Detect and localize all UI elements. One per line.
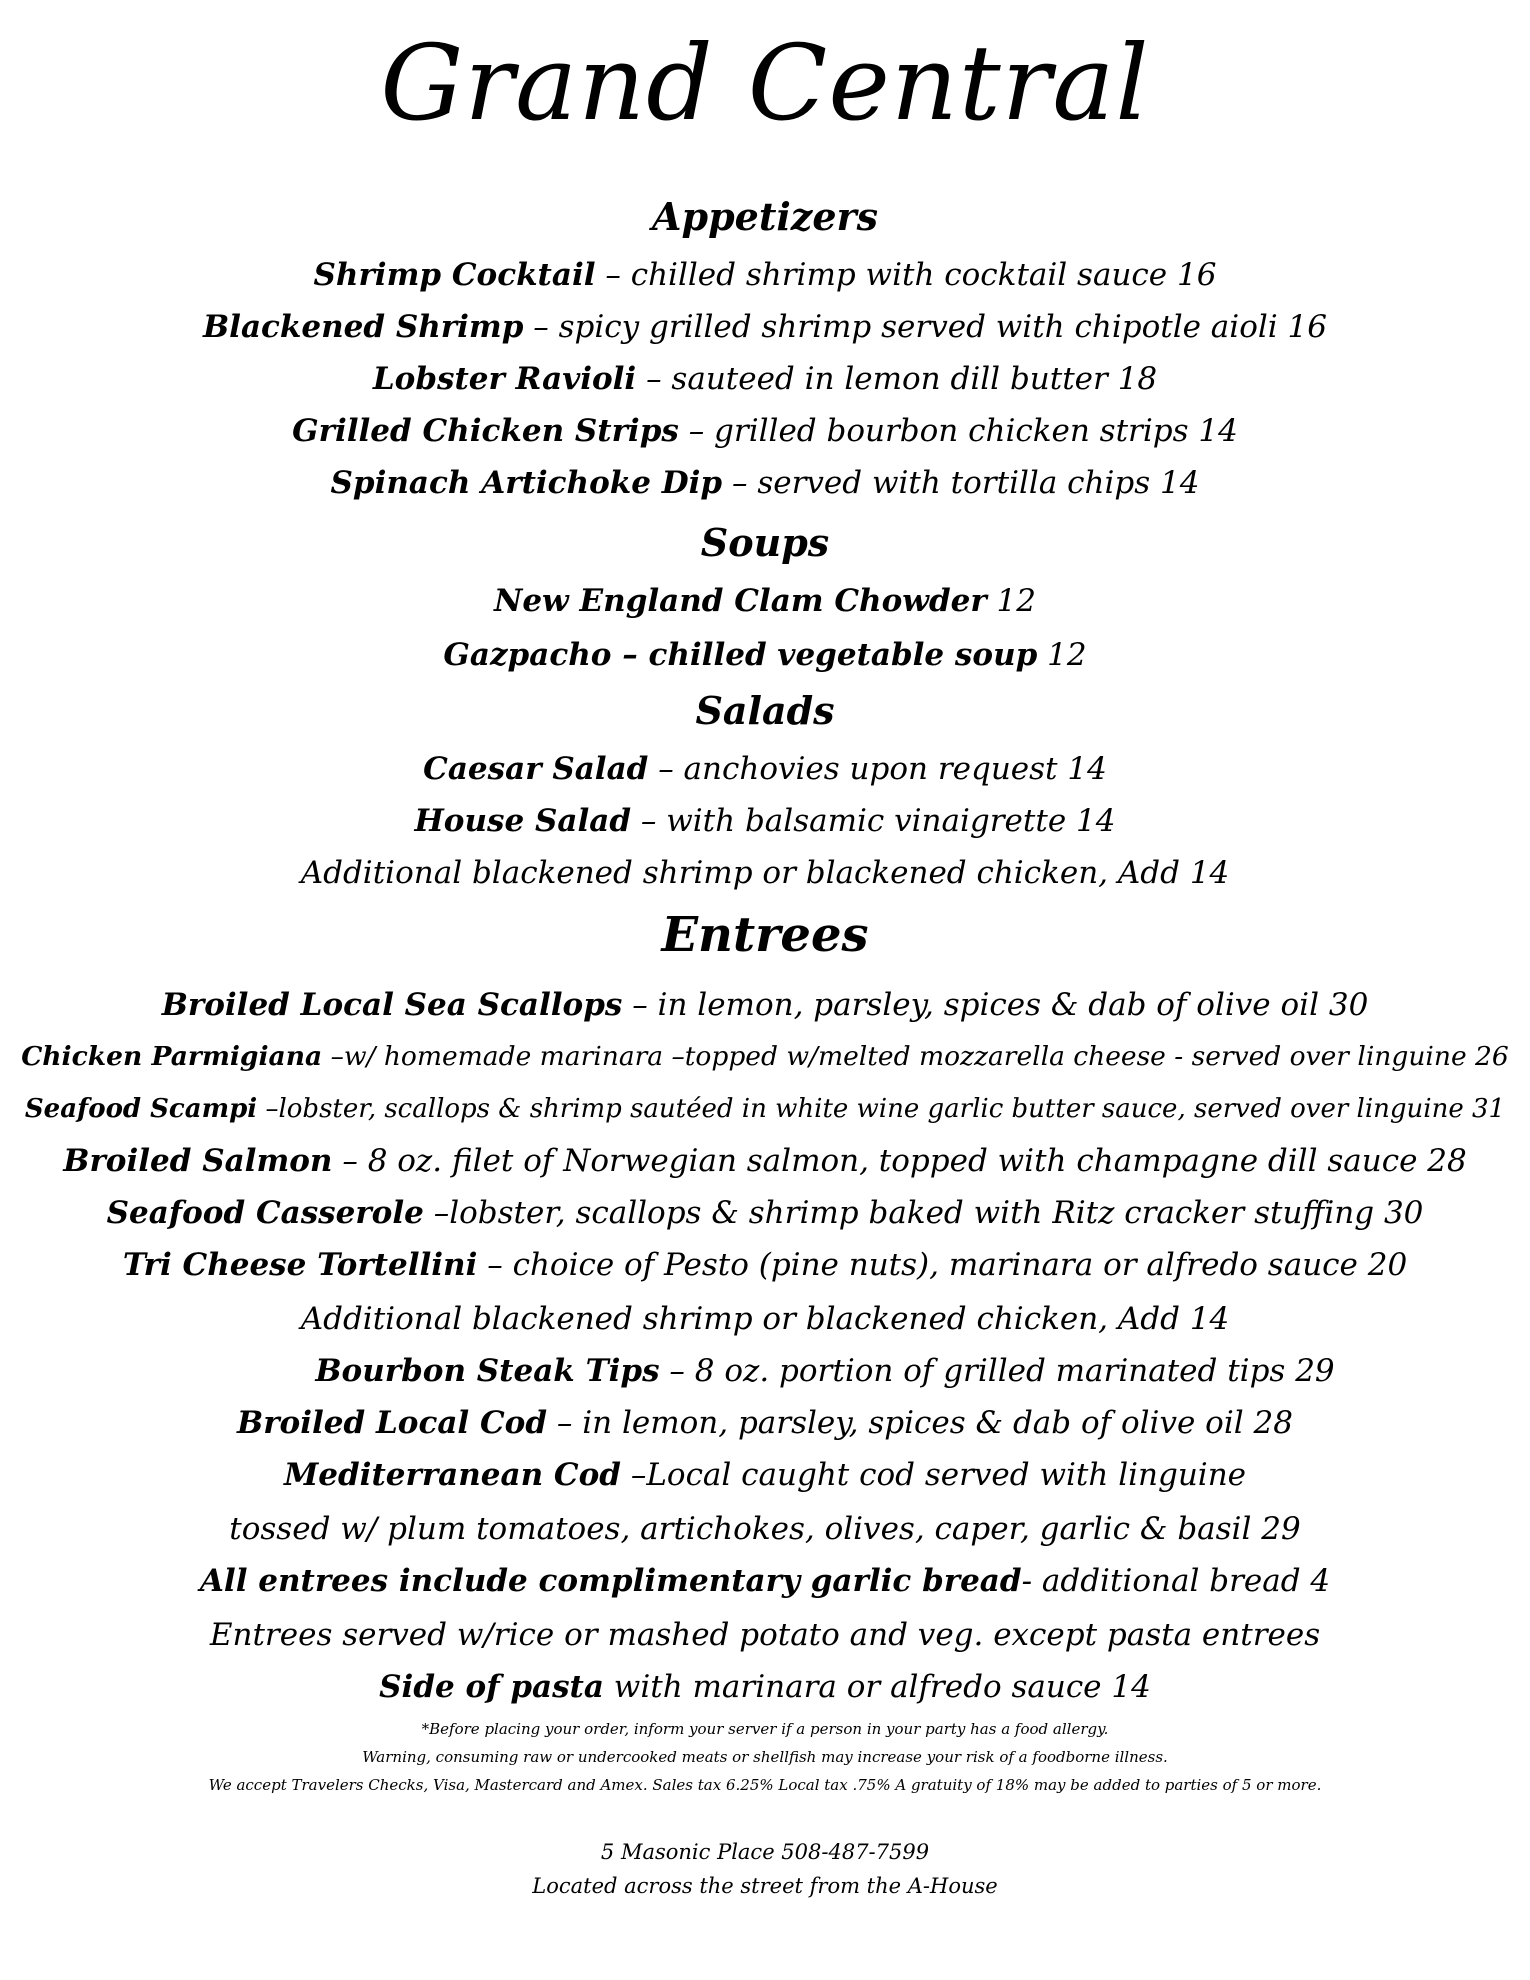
allergy-notice: *Before placing your order, inform your server if a person in your party has a food allergy. xyxy=(421,1720,1109,1738)
item-name: Spinach Artichoke Dip xyxy=(330,465,723,501)
menu-item-side-of-pasta xyxy=(0,1662,1530,1712)
item-name: Gazpacho – chilled vegetable soup xyxy=(443,637,1038,673)
item-description: 12 xyxy=(986,583,1036,619)
item-name: Bourbon Steak Tips xyxy=(315,1353,660,1389)
item-description: –w/ homemade marinara –topped w/melted mozzarella cheese - served over linguine 26 xyxy=(322,1041,1509,1072)
item-description: –Local caught cod served with linguine xyxy=(620,1457,1247,1493)
entrees-heading: Entrees xyxy=(661,907,869,963)
item-name: Chicken Parmigiana xyxy=(21,1041,323,1072)
item-description: – 8 oz. portion of grilled marinated tips 29 xyxy=(659,1353,1335,1389)
menu-item-caesar-salad xyxy=(0,744,1530,794)
item-name: Side of pasta xyxy=(379,1669,604,1705)
appetizers-heading: Appetizers xyxy=(652,194,878,239)
menu-item-seafood-scampi xyxy=(0,1084,1530,1134)
menu-item-seafood-casserole xyxy=(0,1188,1530,1238)
menu-item-tri-cheese-tortellini xyxy=(0,1240,1530,1290)
item-description: - additional bread 4 xyxy=(1021,1563,1331,1599)
entrees-addon-note: Additional blackened shrimp or blackened chicken, Add 14 xyxy=(300,1301,1230,1337)
item-description: 12 xyxy=(1037,637,1087,673)
item-description: –lobster, scallops & shrimp sautéed in white wine garlic butter sauce, served over linguine 31 xyxy=(257,1094,1506,1124)
item-name: Broiled Local Cod xyxy=(237,1405,548,1441)
item-description: – grilled bourbon chicken strips 14 xyxy=(678,413,1238,449)
restaurant-location: Located across the street from the A-House xyxy=(532,1874,998,1898)
menu-item-grilled-chicken-strips xyxy=(0,406,1530,456)
entrees-served-note: Entrees served w/rice or mashed potato and veg. except pasta entrees xyxy=(209,1617,1321,1653)
payment-and-tax-info: We accept Travelers Checks, Visa, Mastercard and Amex. Sales tax 6.25% Local tax .75% A gratuity of 18% may be added to parties of 5 or more. xyxy=(208,1776,1322,1794)
item-name: Seafood Casserole xyxy=(106,1195,424,1231)
salads-addon-note: Additional blackened shrimp or blackened chicken, Add 14 xyxy=(300,855,1230,891)
item-name: All entrees include complimentary garlic bread xyxy=(199,1563,1022,1599)
item-name: Broiled Salmon xyxy=(63,1143,333,1179)
menu-item-bourbon-steak-tips xyxy=(0,1346,1530,1396)
menu-item-blackened-shrimp xyxy=(0,302,1530,352)
menu-item-shrimp-cocktail xyxy=(0,250,1530,300)
item-description: – chilled shrimp with cocktail sauce 16 xyxy=(595,257,1217,293)
menu-item-sea-scallops xyxy=(0,980,1530,1030)
menu-item-gazpacho xyxy=(0,630,1530,680)
item-description: – anchovies upon request 14 xyxy=(648,751,1107,787)
restaurant-address: 5 Masonic Place 508-487-7599 xyxy=(600,1840,930,1864)
item-description: – sauteed in lemon dill butter 18 xyxy=(636,361,1158,397)
menu-item-spinach-artichoke-dip xyxy=(0,458,1530,508)
menu-item-house-salad xyxy=(0,796,1530,846)
item-description: – 8 oz. filet of Norwegian salmon, topped with champagne dill sauce 28 xyxy=(332,1143,1467,1179)
menu-item-broiled-local-cod xyxy=(0,1398,1530,1448)
item-description: –lobster, scallops & shrimp baked with Ritz cracker stuffing 30 xyxy=(423,1195,1424,1231)
menu-item-clam-chowder xyxy=(0,576,1530,626)
garlic-bread-note xyxy=(0,1556,1530,1606)
menu-item-mediterranean-cod xyxy=(0,1450,1530,1500)
menu-item-broiled-salmon xyxy=(0,1136,1530,1186)
item-name: Broiled Local Sea Scallops xyxy=(161,987,623,1023)
item-name: House Salad xyxy=(414,803,632,839)
raw-food-warning: Warning, consuming raw or undercooked meats or shellfish may increase your risk of a foodborne illness. xyxy=(362,1748,1168,1766)
item-description: – with balsamic vinaigrette 14 xyxy=(631,803,1116,839)
restaurant-title: Grand Central xyxy=(380,22,1150,144)
item-name: Tri Cheese Tortellini xyxy=(122,1247,478,1283)
item-description: – spicy grilled shrimp served with chipotle aioli 16 xyxy=(523,309,1327,345)
item-name: Shrimp Cocktail xyxy=(313,257,596,293)
item-description: – choice of Pesto (pine nuts), marinara or alfredo sauce 20 xyxy=(477,1247,1408,1283)
item-name: Lobster Ravioli xyxy=(372,361,637,397)
item-name: New England Clam Chowder xyxy=(494,583,987,619)
item-description: with marinara or alfredo sauce 14 xyxy=(603,1669,1151,1705)
item-name: Blackened Shrimp xyxy=(202,309,524,345)
item-name: Mediterranean Cod xyxy=(283,1457,621,1493)
salads-heading: Salads xyxy=(695,688,835,733)
menu-item-chicken-parmigiana xyxy=(0,1032,1530,1082)
soups-heading: Soups xyxy=(700,520,830,565)
menu-item-lobster-ravioli xyxy=(0,354,1530,404)
item-name: Caesar Salad xyxy=(423,751,649,787)
mediterranean-cod-continued: tossed w/ plum tomatoes, artichokes, olives, caper, garlic & basil 29 xyxy=(229,1511,1301,1547)
item-description: – in lemon, parsley, spices & dab of olive oil 28 xyxy=(547,1405,1293,1441)
item-name: Seafood Scampi xyxy=(24,1094,258,1124)
item-description: – served with tortilla chips 14 xyxy=(722,465,1200,501)
item-name: Grilled Chicken Strips xyxy=(292,413,679,449)
item-description: – in lemon, parsley, spices & dab of olive oil 30 xyxy=(622,987,1369,1023)
